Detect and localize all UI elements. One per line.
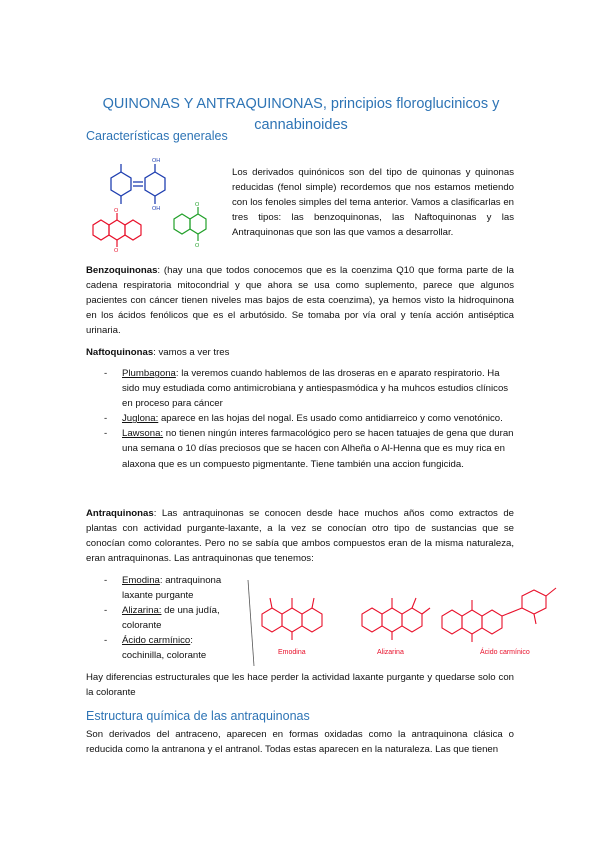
acido-carminico-label: Ácido carmínico: [480, 649, 530, 656]
section-heading-caracteristicas: Características generales: [86, 129, 228, 143]
benzoquinonas-paragraph: [86, 263, 514, 338]
list-item: - Lawsona: no tienen ningún interes farmacológico pero se hacen tatuajes de gena que duran una semana o 10 días preciosos que se hacen con Alheña o Al-Henna que es muy rica en alaxona que es un compuesto pigmentante. Tiene también una accion fungicida.: [104, 428, 514, 470]
antraquinonas-paragraph: Antraquinonas: Las antraquinonas se conocen desde hace muchos años como extractos de plantas con actividad purgante-laxante, a la vez se conocían otro tipo de sustancias que se conocían como colorantes. Pero no se sabía que ambos compuestos eran de la misma naturaleza, eran antraquinonas. Las antraquinonas que tenemos:: [86, 508, 514, 565]
benzoquinone-structure: [111, 164, 165, 204]
page-title: QUINONAS Y ANTRAQUINONAS, principios floroglucinicos y cannabinoides: [102, 95, 500, 133]
intro-paragraph: Los derivados quinónicos son del tipo de quinonas y quinonas reducidas (fenol simple) recordemos que nos estamos metiendo con los fenoles simples del tema anterior. Vamos a clasificarlas en tres tipos: las benzoquinonas, las Naftoquinonas y las Antraquinonas que son las que vamos a desarrollar.: [232, 167, 514, 239]
naftoquinonas-text: : vamos a ver tres: [153, 347, 230, 358]
benzoquinonas-text: : (hay una que todos conocemos que es la coenzima Q10 que forma parte de la cadena respiratoria mitocondrial y que ahora se usa como suplemento, parece que algunos pacientes con cáncer tienen niveles mas bajos de esta coenzima), ya hemos visto la hidroquinona en los ácidos fenólicos que es el arbutósido. Se tomaba por vía oral y tenía acción antiséptica urinaria.: [86, 265, 514, 337]
benzoquinonas-term: Benzoquinonas: [86, 265, 158, 276]
o-label: O: [195, 243, 200, 249]
list-item: - Alizarina: de una judía, colorante: [104, 605, 220, 632]
list-item: - Juglona: aparece en las hojas del nogal. Es usado como antidiarreico y como venotónico.: [104, 413, 503, 425]
lawsona-term: Lawsona:: [122, 428, 164, 440]
quinone-structures-figure: [86, 152, 226, 252]
estructura-paragraph: Son derivados del antraceno, aparecen en formas oxidadas como la antraquinona clásica o reducida como la antranona y el antranol. Todas estas aparecen en la naturaleza. Las que tienen: [86, 729, 514, 756]
naftoquinonas-paragraph: [86, 345, 514, 360]
naftoquinonas-list: [104, 366, 514, 472]
emodina-structure: [262, 598, 322, 640]
oh-label: OH: [152, 158, 161, 164]
anthraquinone-structure: [93, 213, 141, 247]
section-heading-estructura: Estructura química de las antraquinonas: [86, 709, 310, 723]
anthraquinones-figure: [240, 568, 580, 668]
plumbagona-term: Plumbagona: [122, 368, 176, 379]
antraquinonas-term: Antraquinonas: [86, 508, 154, 519]
list-item: - Plumbagona: la veremos cuando hablemos de las droseras en e aparato respiratorio. Ha sido muy estudiada como antimicrobiana y antiespasmódica y ha muhcos estudios clínicos en proceso para cáncer: [104, 368, 509, 410]
antraquinonas-list: [104, 573, 234, 664]
o-label: O: [114, 248, 119, 252]
o-label: O: [195, 202, 200, 208]
list-item: - Emodina: antraquinona laxante purgante: [104, 575, 222, 602]
emodina-label: Emodina: [278, 649, 306, 656]
juglona-term: Juglona:: [122, 413, 159, 425]
acido-carminico-term: Ácido carmínico: [122, 635, 191, 647]
oh-label: OH: [152, 206, 161, 212]
alizarina-label: Alizarina: [377, 649, 404, 656]
alizarina-term: Alizarina:: [122, 605, 162, 617]
o-label: O: [114, 208, 119, 214]
emodina-term: Emodina: [122, 575, 160, 586]
naphthoquinone-structure: [174, 207, 206, 241]
divider-line: [248, 580, 254, 666]
acido-carminico-structure: [442, 588, 556, 642]
structural-differences-paragraph: Hay diferencias estructurales que les hace perder la actividad laxante purgante y quedarse solo con la colorante: [86, 672, 514, 699]
alizarina-structure: [362, 598, 430, 640]
list-item: - Ácido carmínico: cochinilla, colorante: [104, 635, 207, 662]
naftoquinonas-term: Naftoquinonas: [86, 347, 154, 358]
